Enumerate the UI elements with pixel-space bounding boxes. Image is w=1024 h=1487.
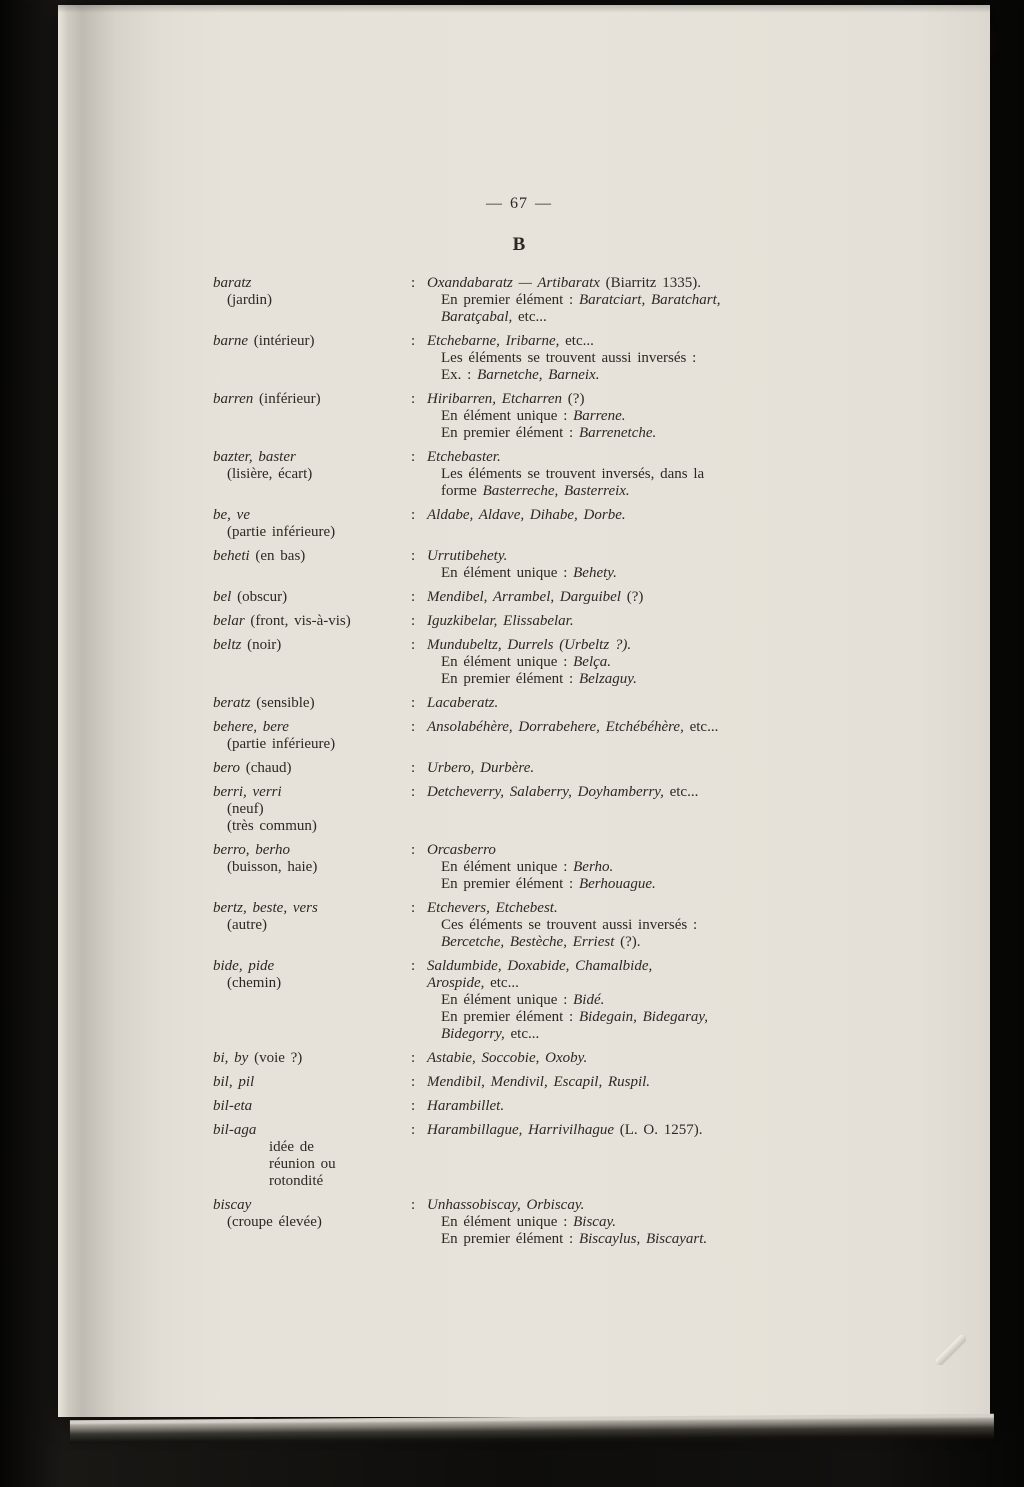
colon-separator: : — [411, 784, 416, 800]
definition-column — [427, 842, 865, 893]
gloss-text: (front, vis-à-vis) — [244, 613, 351, 629]
term-column — [213, 719, 411, 753]
gloss-text: Ces éléments se trouvent aussi inversés : — [441, 917, 698, 933]
gloss-text: (chaud) — [239, 760, 292, 776]
gloss-text: (Biarritz 1335). — [599, 275, 701, 291]
toponym-text: Detcheverry, Salaberry, Doyhamberry, — [427, 784, 664, 800]
toponym-text: Behety. — [573, 565, 617, 581]
gloss-text: En élément unique : — [441, 654, 574, 670]
text-line — [427, 548, 865, 565]
toponym-text: berro, berho — [213, 842, 290, 858]
term-column — [213, 900, 411, 934]
text-line — [213, 784, 411, 801]
toponym-text: Mundubeltz, Durrels (Urbeltz ?). — [427, 637, 632, 653]
gloss-text: (partie inférieure) — [227, 524, 336, 540]
text-line — [213, 589, 411, 606]
text-line — [427, 1074, 865, 1091]
gloss-text: Les éléments se trouvent inversés, dans la — [441, 466, 705, 482]
term-column — [213, 1098, 411, 1115]
toponym-text: biscay — [213, 1197, 252, 1213]
toponym-text: Bidé. — [573, 992, 605, 1008]
toponym-text: Unhassobiscay, Orbiscay. — [427, 1197, 585, 1213]
gloss-text: (autre) — [227, 917, 267, 933]
gloss-text: En premier élément : — [441, 1231, 579, 1247]
text-line — [427, 1026, 865, 1043]
toponym-text: be, ve — [213, 507, 250, 523]
toponym-text: baratz — [213, 275, 252, 291]
colon-separator: : — [411, 548, 416, 564]
gloss-text: En élément unique : — [441, 859, 574, 875]
toponym-text: bero — [213, 760, 240, 776]
dictionary-entry — [213, 1122, 865, 1190]
definition-column — [427, 391, 865, 442]
gloss-text: En premier élément : — [441, 1009, 579, 1025]
text-line — [213, 975, 411, 992]
term-column — [213, 784, 411, 835]
text-line — [427, 859, 865, 876]
text-line — [213, 1139, 411, 1156]
dictionary-entry — [213, 719, 865, 753]
toponym-text: Bidegain, Bidegaray, — [578, 1009, 709, 1025]
page-corner-fold — [936, 1335, 966, 1365]
gloss-text: (?). — [614, 934, 641, 950]
dictionary-entry — [213, 507, 865, 541]
term-column — [213, 589, 411, 606]
text-line — [427, 565, 865, 582]
definition-column — [427, 1050, 865, 1067]
toponym-text: Berhouague. — [578, 876, 656, 892]
text-line — [427, 425, 865, 442]
term-column — [213, 1074, 411, 1091]
gloss-text: (jardin) — [227, 292, 272, 308]
text-line — [427, 408, 865, 425]
toponym-text: Astabie, Soccobie, Oxoby. — [427, 1050, 588, 1066]
text-line — [427, 719, 865, 736]
toponym-text: bide, pide — [213, 958, 275, 974]
gloss-text: etc... — [683, 719, 719, 735]
gloss-text: forme — [441, 483, 483, 499]
text-line — [427, 876, 865, 893]
dictionary-entry — [213, 784, 865, 835]
toponym-text: Basterreche, Basterreix. — [482, 483, 630, 499]
dictionary-entry — [213, 695, 865, 712]
toponym-text: Arospide, — [427, 975, 485, 991]
definition-column — [427, 784, 865, 801]
toponym-text: Biscay. — [573, 1214, 617, 1230]
dictionary-entry — [213, 589, 865, 606]
text-line — [213, 524, 411, 541]
definition-column — [427, 548, 865, 582]
toponym-text: bi, by — [213, 1050, 249, 1066]
term-column — [213, 637, 411, 654]
term-column — [213, 760, 411, 777]
text-line — [427, 1122, 865, 1139]
text-line — [427, 333, 865, 350]
text-line — [427, 1231, 865, 1248]
text-line — [427, 992, 865, 1009]
text-line — [213, 1214, 411, 1231]
definition-column — [427, 613, 865, 630]
toponym-text: bazter, baster — [213, 449, 296, 465]
gloss-text: (chemin) — [227, 975, 282, 991]
toponym-text: barren — [213, 391, 254, 407]
toponym-text: Barrene. — [573, 408, 626, 424]
toponym-text: berri, verri — [213, 784, 282, 800]
gloss-text: (partie inférieure) — [227, 736, 336, 752]
text-line — [427, 391, 865, 408]
text-line — [213, 900, 411, 917]
gloss-text: En élément unique : — [441, 408, 574, 424]
text-line — [427, 934, 865, 951]
text-line — [213, 1050, 411, 1067]
colon-separator: : — [411, 760, 416, 776]
gloss-text: (?) — [620, 589, 644, 605]
toponym-text: Baratciart, Baratchart, — [578, 292, 721, 308]
dictionary-entry — [213, 1074, 865, 1091]
text-line — [427, 654, 865, 671]
toponym-text: bil, pil — [213, 1074, 255, 1090]
text-line — [213, 548, 411, 565]
colon-separator: : — [411, 719, 416, 735]
definition-column — [427, 760, 865, 777]
section-letter: B — [512, 234, 526, 255]
gloss-text: (croupe élevée) — [227, 1214, 322, 1230]
gloss-text: (lisière, écart) — [227, 466, 313, 482]
colon-separator: : — [411, 449, 416, 465]
gloss-text: etc... — [504, 1026, 540, 1042]
definition-column — [427, 719, 865, 736]
dictionary-entry — [213, 1050, 865, 1067]
colon-separator: : — [411, 842, 416, 858]
entries-list — [213, 275, 865, 1248]
colon-separator: : — [411, 613, 416, 629]
dictionary-entry — [213, 900, 865, 951]
text-line — [213, 637, 411, 654]
dictionary-entry — [213, 1197, 865, 1248]
page-stack-edges — [70, 1414, 994, 1446]
text-line — [427, 1050, 865, 1067]
definition-column — [427, 958, 865, 1043]
toponym-text: bil-aga — [213, 1122, 257, 1138]
toponym-text: Mendibel, Arrambel, Darguibel — [427, 589, 621, 605]
text-line — [213, 507, 411, 524]
toponym-text: Bercetche, Bestèche, Erriest — [441, 934, 615, 950]
text-line — [213, 695, 411, 712]
toponym-text: belar — [213, 613, 245, 629]
dictionary-entry — [213, 958, 865, 1043]
gloss-text: (sensible) — [250, 695, 315, 711]
colon-separator: : — [411, 507, 416, 523]
toponym-text: beheti — [213, 548, 250, 564]
gloss-text: rotondité — [269, 1173, 324, 1189]
text-line — [213, 719, 411, 736]
toponym-text: behere, bere — [213, 719, 289, 735]
toponym-text: Urbero, Durbère. — [427, 760, 535, 776]
definition-column — [427, 1074, 865, 1091]
text-line — [427, 466, 865, 483]
text-line — [427, 1098, 865, 1115]
toponym-text: Baratçabal, — [441, 309, 513, 325]
toponym-text: barne — [213, 333, 248, 349]
text-line — [427, 975, 865, 992]
text-line — [427, 613, 865, 630]
definition-column — [427, 275, 865, 326]
toponym-text: Etchebarne, Iribarne, — [427, 333, 560, 349]
text-line — [427, 507, 865, 524]
page-content — [213, 195, 865, 1255]
toponym-text: Belzaguy. — [578, 671, 637, 687]
colon-separator: : — [411, 637, 416, 653]
gloss-text: (noir) — [241, 637, 282, 653]
toponym-text: Barrenetche. — [578, 425, 657, 441]
toponym-text: Aldabe, Aldave, Dihabe, Dorbe. — [427, 507, 626, 523]
term-column — [213, 1050, 411, 1067]
dictionary-entry — [213, 842, 865, 893]
text-line — [213, 1122, 411, 1139]
gloss-text: En premier élément : — [441, 425, 579, 441]
dictionary-entry — [213, 613, 865, 630]
text-line — [213, 958, 411, 975]
toponym-text: Etchevers, Etchebest. — [427, 900, 558, 916]
gloss-text: En premier élément : — [441, 876, 579, 892]
text-line — [213, 1156, 411, 1173]
text-line — [213, 275, 411, 292]
colon-separator: : — [411, 1122, 416, 1138]
text-line — [213, 333, 411, 350]
toponym-text: Ansolabéhère, Dorrabehere, Etchébéhère, — [427, 719, 684, 735]
toponym-text: Oxandabaratz — Artibaratx — [427, 275, 600, 291]
dictionary-entry — [213, 333, 865, 384]
gloss-text: En élément unique : — [441, 992, 574, 1008]
text-line — [213, 760, 411, 777]
toponym-text: Saldumbide, Doxabide, Chamalbide, — [427, 958, 653, 974]
gloss-text: (très commun) — [227, 818, 317, 834]
toponym-text: bil-eta — [213, 1098, 253, 1114]
term-column — [213, 1122, 411, 1190]
colon-separator: : — [411, 900, 416, 916]
term-column — [213, 613, 411, 630]
definition-column — [427, 900, 865, 951]
definition-column — [427, 449, 865, 500]
toponym-text: Urrutibehety. — [427, 548, 508, 564]
text-line — [213, 1173, 411, 1190]
gloss-text: En élément unique : — [441, 1214, 574, 1230]
text-line — [427, 1214, 865, 1231]
text-line — [427, 483, 865, 500]
colon-separator: : — [411, 1197, 416, 1213]
toponym-text: bertz, beste, vers — [213, 900, 318, 916]
page-number: — 67 — — [486, 195, 552, 212]
colon-separator: : — [411, 958, 416, 974]
gloss-text: En élément unique : — [441, 565, 574, 581]
gloss-text: etc... — [663, 784, 699, 800]
gloss-text: réunion ou — [269, 1156, 336, 1172]
text-line — [427, 900, 865, 917]
text-line — [213, 613, 411, 630]
dictionary-entry — [213, 637, 865, 688]
gloss-text: (neuf) — [227, 801, 264, 817]
toponym-text: Hiribarren, Etcharren — [427, 391, 563, 407]
text-line — [427, 1009, 865, 1026]
text-line — [427, 350, 865, 367]
term-column — [213, 842, 411, 876]
toponym-text: bel — [213, 589, 232, 605]
text-line — [213, 736, 411, 753]
text-line — [427, 958, 865, 975]
text-line — [213, 1074, 411, 1091]
definition-column — [427, 333, 865, 384]
term-column — [213, 695, 411, 712]
text-line — [427, 695, 865, 712]
text-line — [213, 842, 411, 859]
gloss-text: (obscur) — [231, 589, 288, 605]
term-column — [213, 449, 411, 483]
toponym-text: Mendibil, Mendivil, Escapil, Ruspil. — [427, 1074, 651, 1090]
scanned-page — [58, 5, 990, 1417]
colon-separator: : — [411, 1050, 416, 1066]
text-line — [427, 671, 865, 688]
colon-separator: : — [411, 275, 416, 291]
dictionary-entry — [213, 1098, 865, 1115]
toponym-text: Berho. — [573, 859, 614, 875]
toponym-text: Harambillague, Harrivilhague — [427, 1122, 614, 1138]
gloss-text: (L. O. 1257). — [614, 1122, 703, 1138]
colon-separator: : — [411, 1074, 416, 1090]
gloss-text: En premier élément : — [441, 671, 579, 687]
definition-column — [427, 1197, 865, 1248]
toponym-text: beratz — [213, 695, 251, 711]
dictionary-entry — [213, 449, 865, 500]
text-line — [427, 842, 865, 859]
gloss-text: (en bas) — [249, 548, 306, 564]
colon-separator: : — [411, 695, 416, 711]
gloss-text: idée de — [269, 1139, 314, 1155]
text-line — [213, 1098, 411, 1115]
text-line — [427, 292, 865, 309]
toponym-text: Biscaylus, Biscayart. — [578, 1231, 708, 1247]
text-line — [427, 784, 865, 801]
text-line — [213, 801, 411, 818]
text-line — [213, 292, 411, 309]
text-line — [213, 917, 411, 934]
toponym-text: Etchebaster. — [427, 449, 501, 465]
text-line — [427, 367, 865, 384]
text-line — [427, 760, 865, 777]
toponym-text: Lacaberatz. — [427, 695, 499, 711]
definition-column — [427, 1098, 865, 1115]
colon-separator: : — [411, 1098, 416, 1114]
gloss-text: (?) — [562, 391, 585, 407]
gloss-text: (inférieur) — [253, 391, 321, 407]
text-line — [213, 449, 411, 466]
text-line — [427, 1197, 865, 1214]
gloss-text: En premier élément : — [441, 292, 579, 308]
toponym-text: beltz — [213, 637, 242, 653]
gloss-text: etc... — [484, 975, 519, 991]
text-line — [427, 449, 865, 466]
text-line — [213, 466, 411, 483]
gloss-text: etc... — [512, 309, 547, 325]
dictionary-entry — [213, 391, 865, 442]
toponym-text: Barnetche, Barneix. — [477, 367, 600, 383]
term-column — [213, 275, 411, 309]
definition-column — [427, 507, 865, 524]
text-line — [427, 637, 865, 654]
text-line — [213, 859, 411, 876]
definition-column — [427, 637, 865, 688]
definition-column — [427, 695, 865, 712]
gloss-text: etc... — [559, 333, 594, 349]
definition-column — [427, 589, 865, 606]
text-line — [213, 1197, 411, 1214]
gloss-text: (buisson, haie) — [227, 859, 318, 875]
text-line — [427, 275, 865, 292]
colon-separator: : — [411, 391, 416, 407]
toponym-text: Belça. — [573, 654, 612, 670]
gloss-text: (voie ?) — [248, 1050, 303, 1066]
dictionary-entry — [213, 760, 865, 777]
term-column — [213, 548, 411, 565]
term-column — [213, 958, 411, 992]
term-column — [213, 507, 411, 541]
definition-column — [427, 1122, 865, 1139]
toponym-text: Harambillet. — [427, 1098, 505, 1114]
colon-separator: : — [411, 589, 416, 605]
term-column — [213, 391, 411, 408]
term-column — [213, 1197, 411, 1231]
term-column — [213, 333, 411, 350]
text-line — [427, 917, 865, 934]
text-line — [427, 589, 865, 606]
text-line — [213, 391, 411, 408]
toponym-text: Orcasberro — [427, 842, 496, 858]
gloss-text: Les éléments se trouvent aussi inversés : — [441, 350, 697, 366]
dictionary-entry — [213, 275, 865, 326]
toponym-text: Bidegorry, — [441, 1026, 505, 1042]
gloss-text: (intérieur) — [248, 333, 315, 349]
gloss-text: Ex. : — [441, 367, 478, 383]
dictionary-entry — [213, 548, 865, 582]
toponym-text: Iguzkibelar, Elissabelar. — [427, 613, 574, 629]
colon-separator: : — [411, 333, 416, 349]
text-line — [213, 818, 411, 835]
text-line — [427, 309, 865, 326]
